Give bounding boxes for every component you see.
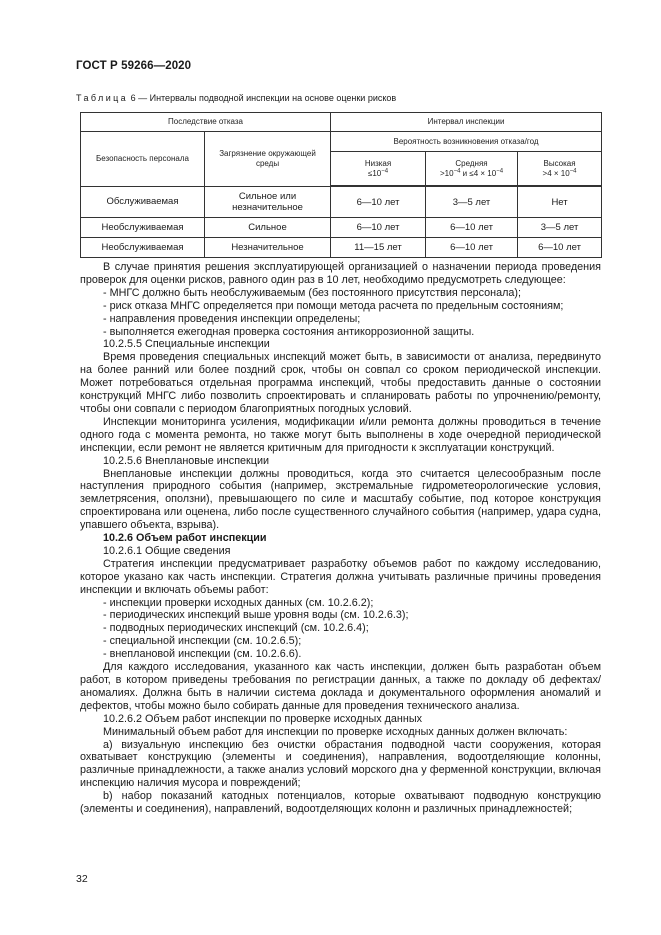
cell-high: 6—10 лет <box>518 238 602 258</box>
header-high-exp: −4 <box>569 167 577 174</box>
table-caption-label: Таблица <box>76 93 129 103</box>
header-pollution: Загрязнение окружающей среды <box>205 132 331 187</box>
header-interval: Интервал инспекции <box>331 113 602 132</box>
cell-low: 6—10 лет <box>331 218 426 238</box>
header-medium-lower: >10 <box>439 168 454 178</box>
table-caption-text: 6 — Интервалы подводной инспекции на основе оценки рисков <box>128 93 397 103</box>
paragraph: Стратегия инспекции предусматривает разработку объемов работ по каждому исследованию, которое указано как часть инспекции. Стратегия должна учитывать различные причины проведения инспекции и включать объемы работ: <box>80 557 601 596</box>
header-low-name: Низкая <box>364 158 392 168</box>
cell-low: 11—15 лет <box>331 238 426 258</box>
list-item: - подводных периодических инспекций (см. 10.2.6.4); <box>103 622 369 635</box>
header-high-range: >4 × 10 <box>542 168 570 178</box>
risk-interval-table <box>80 112 602 258</box>
body-text <box>80 261 601 816</box>
document-code-header: ГОСТ Р 59266—2020 <box>76 60 192 72</box>
cell-safety: Обслуживаемая <box>81 186 205 218</box>
table-row <box>81 218 602 238</box>
cell-pollution: Сильное или незначительное <box>205 186 331 218</box>
section-heading: 10.2.6.1 Общие сведения <box>103 544 231 557</box>
paragraph: Время проведения специальных инспекций может быть, в зависимости от анализа, передвинуто на более ранний или более поздний срок, чтобы он совпал со сроком периодической инспекции. Может потребоваться отдельная программа инспекций, чтобы предоставить данные о состоянии конструкций МНГС либо позволить спроектировать и спланировать работы по упрочнению/ремонту, чтобы они совпали с периодом благоприятных погодных условий. <box>80 351 601 415</box>
table-row <box>81 186 602 218</box>
cell-low: 6—10 лет <box>331 186 426 218</box>
section-heading: 10.2.6.2 Объем работ инспекции по проверке исходных данных <box>103 712 423 725</box>
table-row <box>81 238 602 258</box>
list-item: - риск отказа МНГС определяется при помощи метода расчета по предельным состояниям; <box>103 299 564 312</box>
list-item: - направления проведения инспекции определены; <box>103 312 361 325</box>
header-safety: Безопасность персонала <box>81 132 205 187</box>
header-medium-name: Средняя <box>455 158 488 168</box>
header-high <box>518 152 602 187</box>
paragraph: Минимальный объем работ для инспекции по проверке исходных данных должен включать: <box>103 725 568 738</box>
header-medium-exp2: −4 <box>496 167 504 174</box>
paragraph: В случае принятия решения эксплуатирующей организацией о назначении периода проведения проверок для оценки рисков, равного один раз в 10 лет, необходимо предусмотреть следующее: <box>80 261 601 286</box>
header-medium-exp1: −4 <box>453 167 461 174</box>
cell-medium: 6—10 лет <box>426 238 518 258</box>
cell-pollution: Незначительное <box>205 238 331 258</box>
section-heading-bold: 10.2.6 Объем работ инспекции <box>103 532 267 545</box>
cell-high: 3—5 лет <box>518 218 602 238</box>
table-caption <box>76 93 396 103</box>
cell-safety: Необслуживаемая <box>81 238 205 258</box>
list-item: - специальной инспекции (см. 10.2.6.5); <box>103 635 302 648</box>
header-low-range: ≤10 <box>367 168 382 178</box>
header-consequences: Последствие отказа <box>81 113 331 132</box>
cell-medium: 3—5 лет <box>426 186 518 218</box>
list-item: - инспекции проверки исходных данных (см. 10.2.6.2); <box>103 596 374 609</box>
header-low <box>331 152 426 187</box>
header-high-name: Высокая <box>543 158 576 168</box>
header-low-exp: −4 <box>381 167 389 174</box>
paragraph: Внеплановые инспекции должны проводиться, когда это считается целесообразным после наступления природного события (например, экстремальные гидрометеорологические условия, землетрясения, оползни), превышающего по силе и масштабу событие, под которое конструкция спроектирована или оценена, либо после существенного случайного события (например, удара судна, упавшего объекта, взрыва). <box>80 467 601 532</box>
header-medium-upper: и ≤4 × 10 <box>460 168 497 178</box>
page-number: 32 <box>76 873 88 885</box>
paragraph: Инспекции мониторинга усиления, модификации и/или ремонта должны проводиться в течение одного года с момента ремонта, но также могут быть выполнены в ходе очередной периодической инспекции, если ремонт не является критичным для пригодности к эксплуатации конструкций. <box>80 415 601 454</box>
header-probability: Вероятность возникновения отказа/год <box>331 132 602 152</box>
list-item: - периодических инспекций выше уровня воды (см. 10.2.6.3); <box>103 609 409 622</box>
list-item: - выполняется ежегодная проверка состояния антикоррозионной защиты. <box>103 325 475 338</box>
cell-medium: 6—10 лет <box>426 218 518 238</box>
paragraph: Для каждого исследования, указанного как часть инспекции, должен быть разработан объем работ, в котором приведены требования по регистрации данных, а также по докладу об дефектах/аномалиях. Должна быть в наличии система доклада и документального оформления аномалий и дефектов, чтобы можно было собирать данные для проведения технического анализа. <box>80 661 601 712</box>
cell-pollution: Сильное <box>205 218 331 238</box>
paragraph: b) набор показаний катодных потенциалов, которые охватывают подводную конструкцию (элементы и соединения), направлений, водоотделяющих колонн и различных принадлежностей; <box>80 790 601 816</box>
section-heading: 10.2.5.5 Специальные инспекции <box>103 338 270 351</box>
paragraph: а) визуальную инспекцию без очистки обрастания подводной части сооружения, которая охватывает конструкцию (элементы и соединения), направления, водоотделяющие колонны, различные принадлежности, а также анализ условий морского дна у ферменной конструкции, включая инспекцию наличия мусора и повреждений; <box>80 738 601 790</box>
list-item: - внеплановой инспекции (см. 10.2.6.6). <box>103 648 302 661</box>
cell-safety: Необслуживаемая <box>81 218 205 238</box>
section-heading: 10.2.5.6 Внеплановые инспекции <box>103 454 270 467</box>
cell-high: Нет <box>518 186 602 218</box>
header-medium <box>426 152 518 187</box>
list-item: - МНГС должно быть необслуживаемым (без постоянного присутствия персонала); <box>103 286 521 299</box>
